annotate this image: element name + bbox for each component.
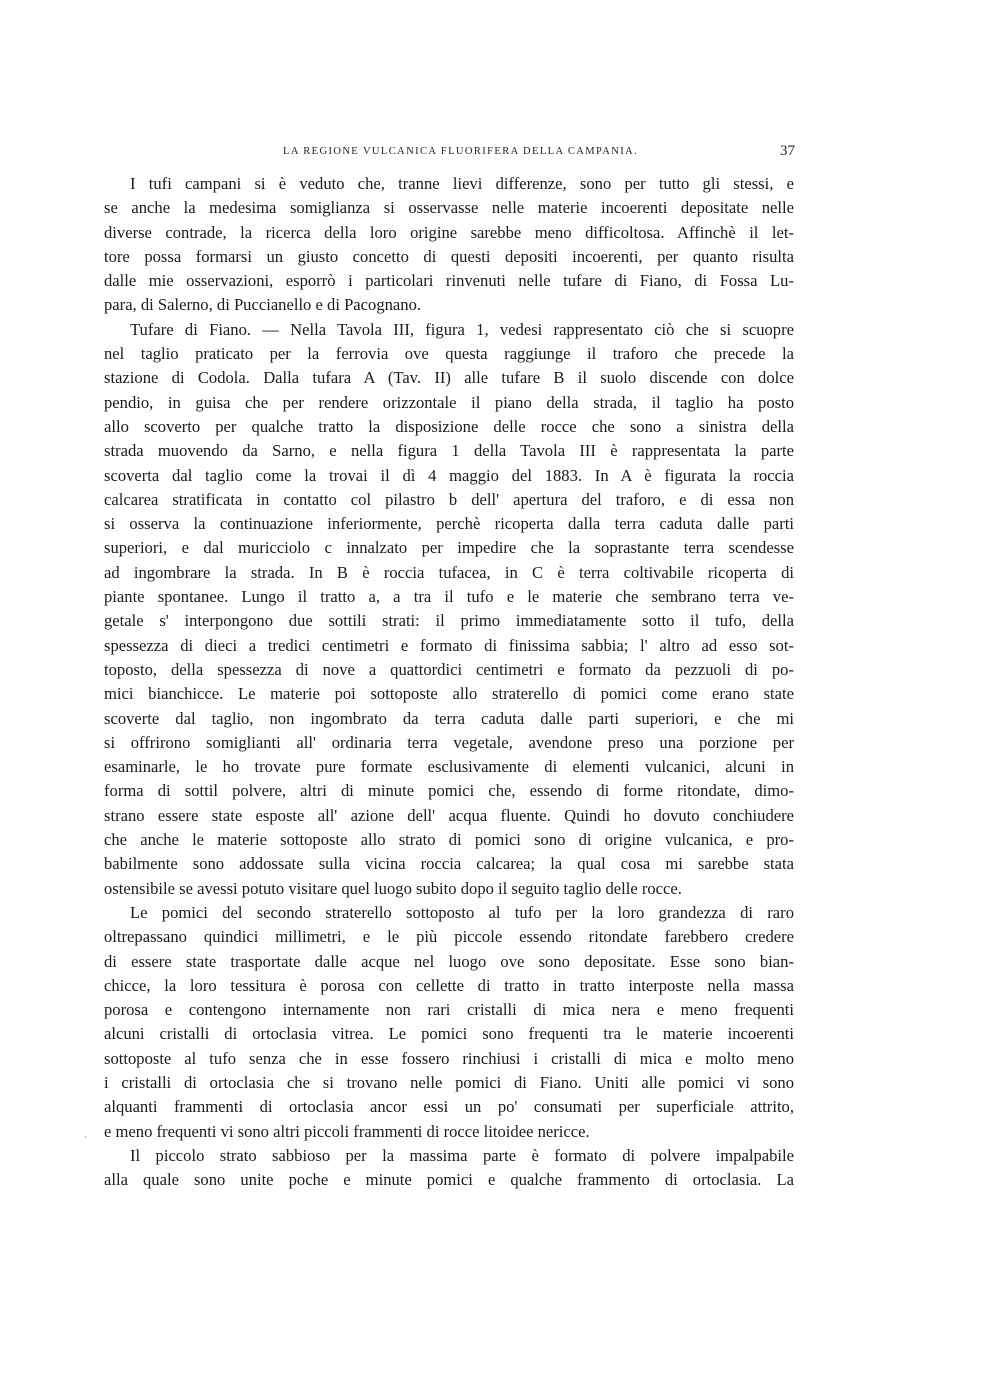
text-line: di essere state trasportate dalle acque nel luogo ove sono depositate. Esse sono bian- [104, 951, 794, 971]
text-line: tore possa formarsi un giusto concetto di questi depositi incoerenti, per quanto risulta [104, 246, 794, 266]
text-line: sottoposte al tufo senza che in esse fossero rinchiusi i cristalli di mica e molto meno [104, 1048, 794, 1068]
text-line: strada muovendo da Sarno, e nella figura 1 della Tavola III è rappresentata la parte [104, 441, 794, 461]
text-line: spessezza di dieci a tredici centimetri e formato di finissima sabbia; l' altro ad esso sot- [104, 635, 794, 655]
text-line: e meno frequenti vi sono altri piccoli frammenti di rocce litoidee nericce. [104, 1121, 590, 1141]
margin-speck: ` [84, 1136, 88, 1147]
text-line: stazione di Codola. Dalla tufara A (Tav. II) alle tufare B il suolo discende con dolce [104, 368, 794, 388]
text-line: ostensibile se avessi potuto visitare quel luogo subito dopo il seguito taglio delle rocce. [104, 878, 682, 898]
text-line: pendio, in guisa che per rendere orizzontale il piano della strada, il taglio ha posto [104, 392, 794, 412]
text-line: se anche la medesima somiglianza si osservasse nelle materie incoerenti depositate nelle [104, 198, 794, 218]
text-line: Tufare di Fiano. — Nella Tavola III, figura 1, vedesi rappresentato ciò che si scuopre [130, 319, 794, 339]
text-line: alcuni cristalli di ortoclasia vitrea. Le pomici sono frequenti tra le materie incoerenti [104, 1024, 794, 1044]
text-line: calcarea stratificata in contatto col pilastro b dell' apertura del traforo, e di essa non [104, 489, 794, 509]
text-line: strano essere state esposte all' azione dell' acqua fluente. Quindi ho dovuto conchiudere [104, 805, 794, 825]
text-line: superiori, e dal muricciolo c innalzato per impedire che la soprastante terra scendesse [104, 538, 794, 558]
text-line: Il piccolo strato sabbioso per la massima parte è formato di polvere impalpabile [130, 1145, 794, 1165]
text-line: oltrepassano quindici millimetri, e le più piccole essendo ritondate farebbero credere [104, 927, 794, 947]
text-line: dalle mie osservazioni, esporrò i particolari rinvenuti nelle tufare di Fiano, di Fossa Lu- [104, 271, 794, 291]
body-text [104, 172, 794, 1192]
text-line: mici bianchicce. Le materie poi sottoposte allo straterello di pomici come erano state [104, 684, 794, 704]
text-line: che anche le materie sottoposte allo strato di pomici sono di origine vulcanica, e pro- [104, 830, 794, 850]
text-line: piante spontanee. Lungo il tratto a, a tra il tufo e le materie che sembrano terra ve- [104, 587, 794, 607]
text-line: babilmente sono addossate sulla vicina roccia calcarea; la qual cosa mi sarebbe stata [104, 854, 794, 874]
text-line: chicce, la loro tessitura è porosa con cellette di tratto in tratto interposte nella massa [104, 975, 794, 995]
text-line: si offrirono somiglianti all' ordinaria terra vegetale, avendone preso una porzione per [104, 732, 794, 752]
text-line: getale s' interpongono due sottili strati: il primo immediatamente sotto il tufo, della [104, 611, 794, 631]
text-line: allo scoverto per qualche tratto la disposizione delle rocce che sono a sinistra della [104, 416, 794, 436]
text-line: toposto, della spessezza di nove a quattordici centimetri e formato da pezzuoli di po- [104, 659, 794, 679]
text-line: i cristalli di ortoclasia che si trovano nelle pomici di Fiano. Uniti alle pomici vi sono [104, 1072, 794, 1092]
text-line: I tufi campani si è veduto che, tranne lievi differenze, sono per tutto gli stessi, e [130, 174, 794, 193]
text-line: Le pomici del secondo straterello sottoposto al tufo per la loro grandezza di raro [130, 902, 794, 922]
page-number: 37 [780, 143, 795, 159]
text-line: scoverte dal taglio, non ingombrato da terra caduta dalle parti superiori, e che mi [104, 708, 794, 728]
text-line: forma di sottil polvere, altri di minute pomici che, essendo di forme ritondate, dimo- [104, 781, 794, 801]
text-line: alquanti frammenti di ortoclasia ancor essi un po' consumati per superficiale attrito, [104, 1097, 794, 1117]
text-line: esaminarle, le ho trovate pure formate esclusivamente di elementi vulcanici, alcuni in [104, 757, 794, 777]
text-line: nel taglio praticato per la ferrovia ove questa raggiunge il traforo che precede la [104, 344, 794, 364]
text-line: diverse contrade, la ricerca della loro origine sarebbe meno difficoltosa. Affinchè il let- [104, 222, 794, 242]
running-title: LA REGIONE VULCANICA FLUORIFERA DELLA CAMPANIA. [283, 146, 639, 157]
text-line: para, di Salerno, di Puccianello e di Pacognano. [104, 295, 422, 315]
text-line: porosa e contengono internamente non rari cristalli di mica nera e meno frequenti [104, 1000, 794, 1020]
text-line: alla quale sono unite poche e minute pomici e qualche frammento di ortoclasia. La [104, 1170, 794, 1190]
text-line: si osserva la continuazione inferiormente, perchè ricoperta dalla terra caduta dalle parti [104, 514, 794, 534]
text-line: ad ingombrare la strada. In B è roccia tufacea, in C è terra coltivabile ricoperta di [104, 562, 794, 582]
text-line: scoverta dal taglio come la trovai il dì 4 maggio del 1883. In A è figurata la roccia [104, 465, 794, 485]
